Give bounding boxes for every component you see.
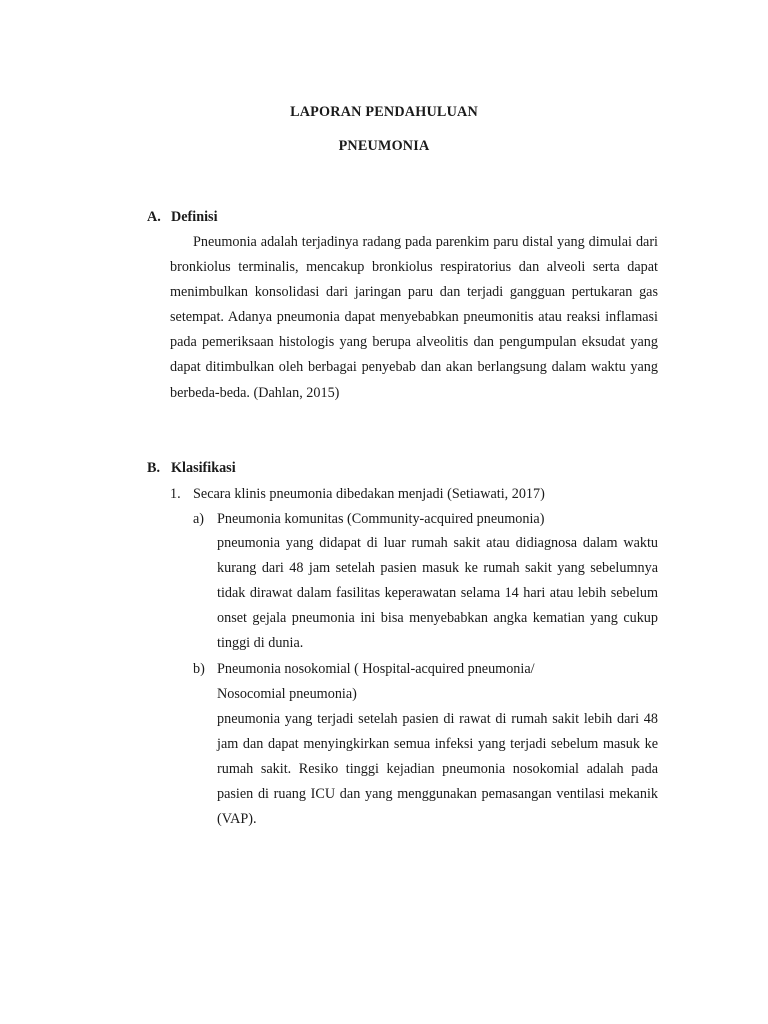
section-a-marker: A.: [147, 209, 161, 225]
section-a-body: Pneumonia adalah terjadinya radang pada parenkim paru distal yang dimulai dari bronkiolus terminalis, mencakup bronkiolus respiratorius dan alveoli serta dapat menimbulkan konsolidasi dari jaringan paru dan terjadi gangguan pertukaran gas setempat. Adanya pneumonia dapat menyebabkan pneumonitis atau reaksi inflamasi pada pemeriksaan histologis yang berupa alveolitis dan pengumpulan eksudat yang dapat ditimbulkan oleh berbagai penyebab dan akan berlangsung dalam waktu yang berbeda-beda. (Dahlan, 2015): [170, 234, 658, 401]
list-item-1-marker: 1.: [170, 486, 181, 502]
section-b-title: Klasifikasi: [171, 460, 236, 476]
sub-item-b-title-line2: Nosocomial pneumonia): [217, 686, 357, 702]
section-b-marker: B.: [147, 460, 161, 476]
sub-item-b-body: pneumonia yang terjadi setelah pasien di rawat di rumah sakit lebih dari 48 jam dan dapat menyingkirkan semua infeksi yang terjadi sebelum masuk ke rumah sakit. Resiko tinggi kejadian pneumonia nosokomial adalah pada pasien di ruang ICU dan yang menggunakan pemasangan ventilasi mekanik (VAP).: [217, 711, 658, 828]
list-item-1-text: Secara klinis pneumonia dibedakan menjadi (Setiawati, 2017): [193, 486, 545, 502]
document-title: LAPORAN PENDAHULUAN: [290, 104, 478, 120]
sub-item-b-title-line1: Pneumonia nosokomial ( Hospital-acquired pneumonia/: [217, 661, 535, 677]
sub-item-a-body: pneumonia yang didapat di luar rumah sakit atau didiagnosa dalam waktu kurang dari 48 jam setelah pasien masuk ke rumah sakit yang sebelumnya tidak dirawat dalam fasilitas keperawatan selama 14 hari atau lebih sebelum onset gejala pneumonia ini bisa menyebabkan angka kematian yang cukup tinggi di dunia.: [217, 535, 658, 652]
sub-item-b-marker: b): [193, 661, 205, 677]
sub-item-a-title: Pneumonia komunitas (Community-acquired pneumonia): [217, 511, 545, 527]
sub-item-a-marker: a): [193, 511, 205, 527]
section-a-title: Definisi: [171, 209, 218, 225]
document-subtitle: PNEUMONIA: [338, 138, 430, 154]
